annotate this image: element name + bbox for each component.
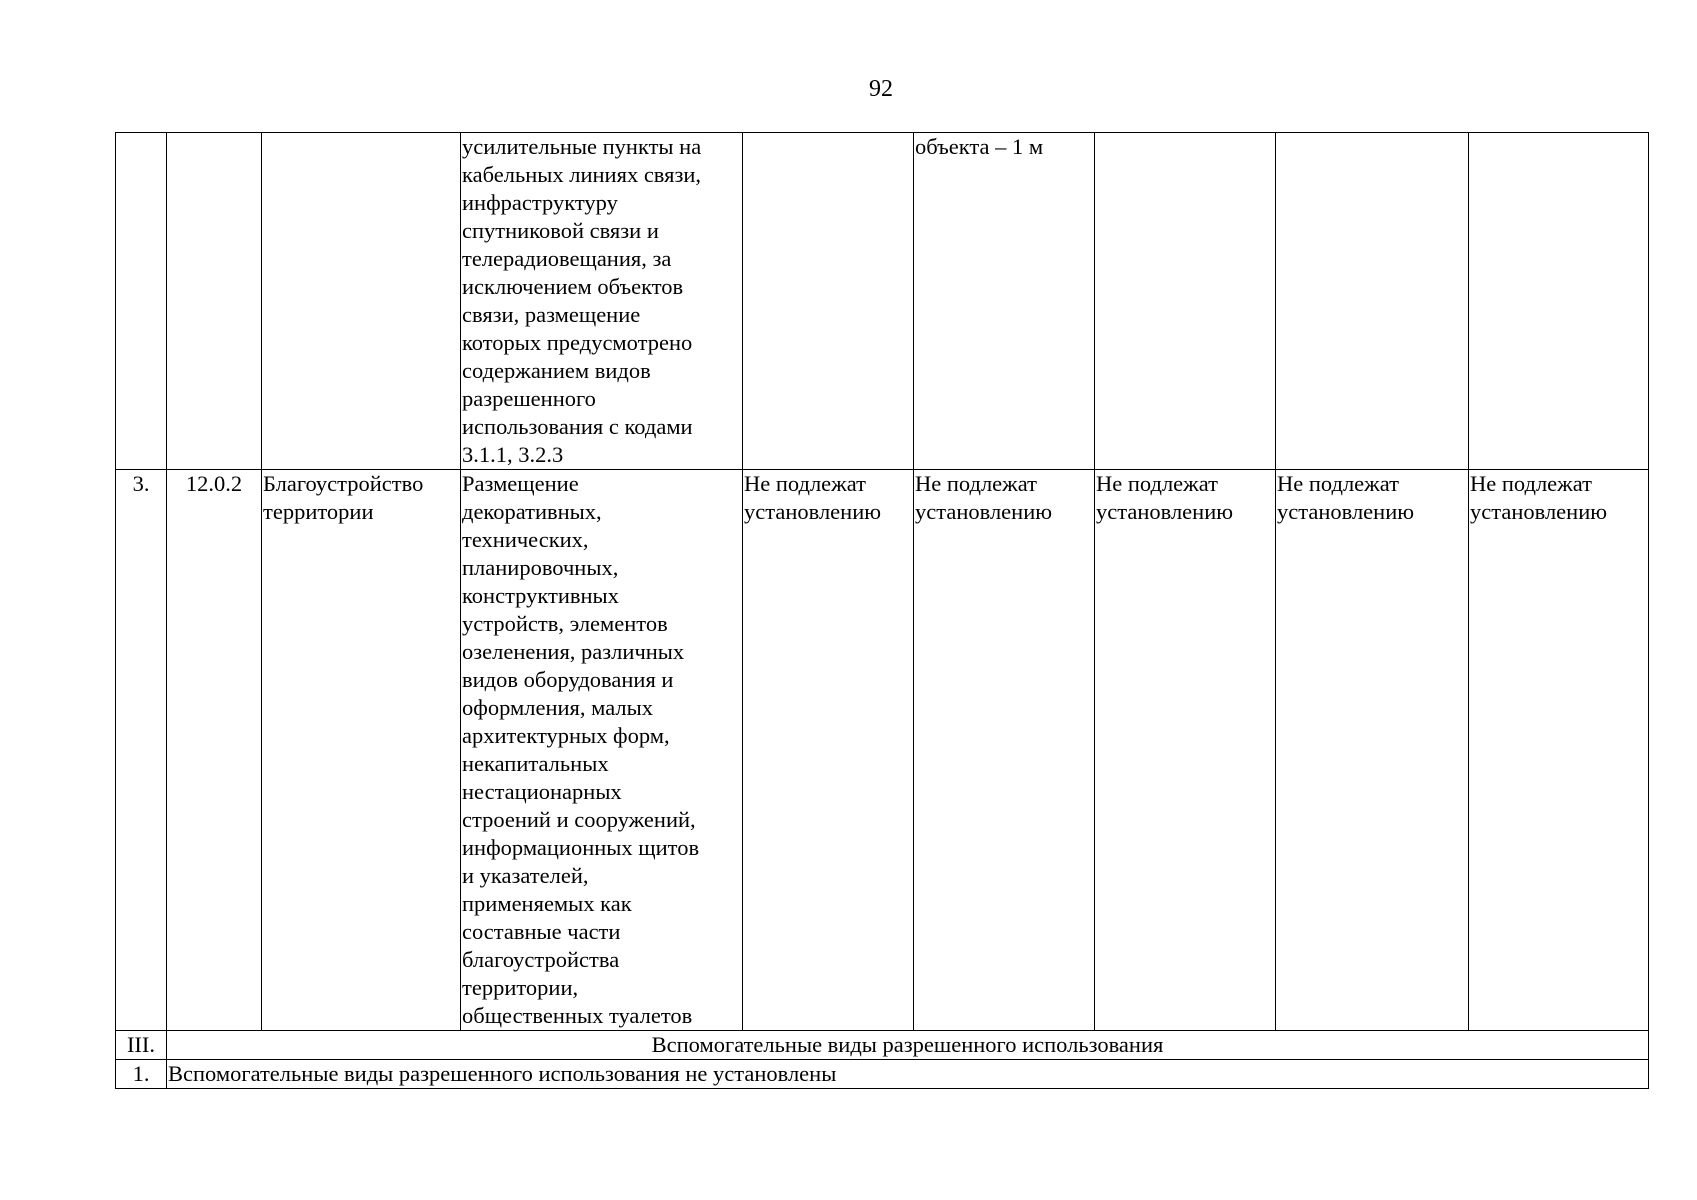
section-row-text: Вспомогательные виды разрешенного использования не установлены <box>167 1060 1649 1089</box>
cell-param-4 <box>1276 133 1469 470</box>
param-cell-2: Не подлежат установлению <box>914 470 1095 1031</box>
cell-param-2: объекта – 1 м <box>914 133 1095 470</box>
cell-description: усилительные пункты на кабельных линиях связи, инфраструктуру спутниковой связи и телерадиовещания, за исключением объектов связи, размещение которых предусмотрено содержанием видов разрешенного использования с кодами 3.1.1, 3.2.3 <box>461 133 743 470</box>
cell-num <box>116 133 167 470</box>
table-row-3 <box>116 470 1649 1031</box>
param-cell-1: Не подлежат установлению <box>743 470 914 1031</box>
page-number: 92 <box>869 76 893 102</box>
row-number: 1. <box>116 1060 167 1089</box>
param-cell-5: Не подлежат установлению <box>1469 470 1649 1031</box>
section-title: Вспомогательные виды разрешенного использования <box>167 1031 1649 1060</box>
use-description: Размещение декоративных, технических, планировочных, конструктивных устройств, элементов озеленения, различных видов оборудования и оформления, малых архитектурных форм, некапитальных нестационарных строений и сооружений, информационных щитов и указателей, применяемых как составные части благоустройства территории, общественных туалетов <box>461 470 743 1031</box>
section-number: III. <box>116 1031 167 1060</box>
cell-param-1 <box>743 133 914 470</box>
section-row-1 <box>116 1060 1649 1089</box>
section-header-row <box>116 1031 1649 1060</box>
use-code: 12.0.2 <box>167 470 262 1031</box>
cell-param-3 <box>1095 133 1276 470</box>
param-cell-3: Не подлежат установлению <box>1095 470 1276 1031</box>
cell-code <box>167 133 262 470</box>
table-row-continuation <box>116 133 1649 470</box>
param-cell-4: Не подлежат установлению <box>1276 470 1469 1031</box>
cell-param-5 <box>1469 133 1649 470</box>
use-name: Благоустройство территории <box>262 470 461 1031</box>
cell-name <box>262 133 461 470</box>
zoning-table <box>115 132 1649 1089</box>
row-number: 3. <box>116 470 167 1031</box>
